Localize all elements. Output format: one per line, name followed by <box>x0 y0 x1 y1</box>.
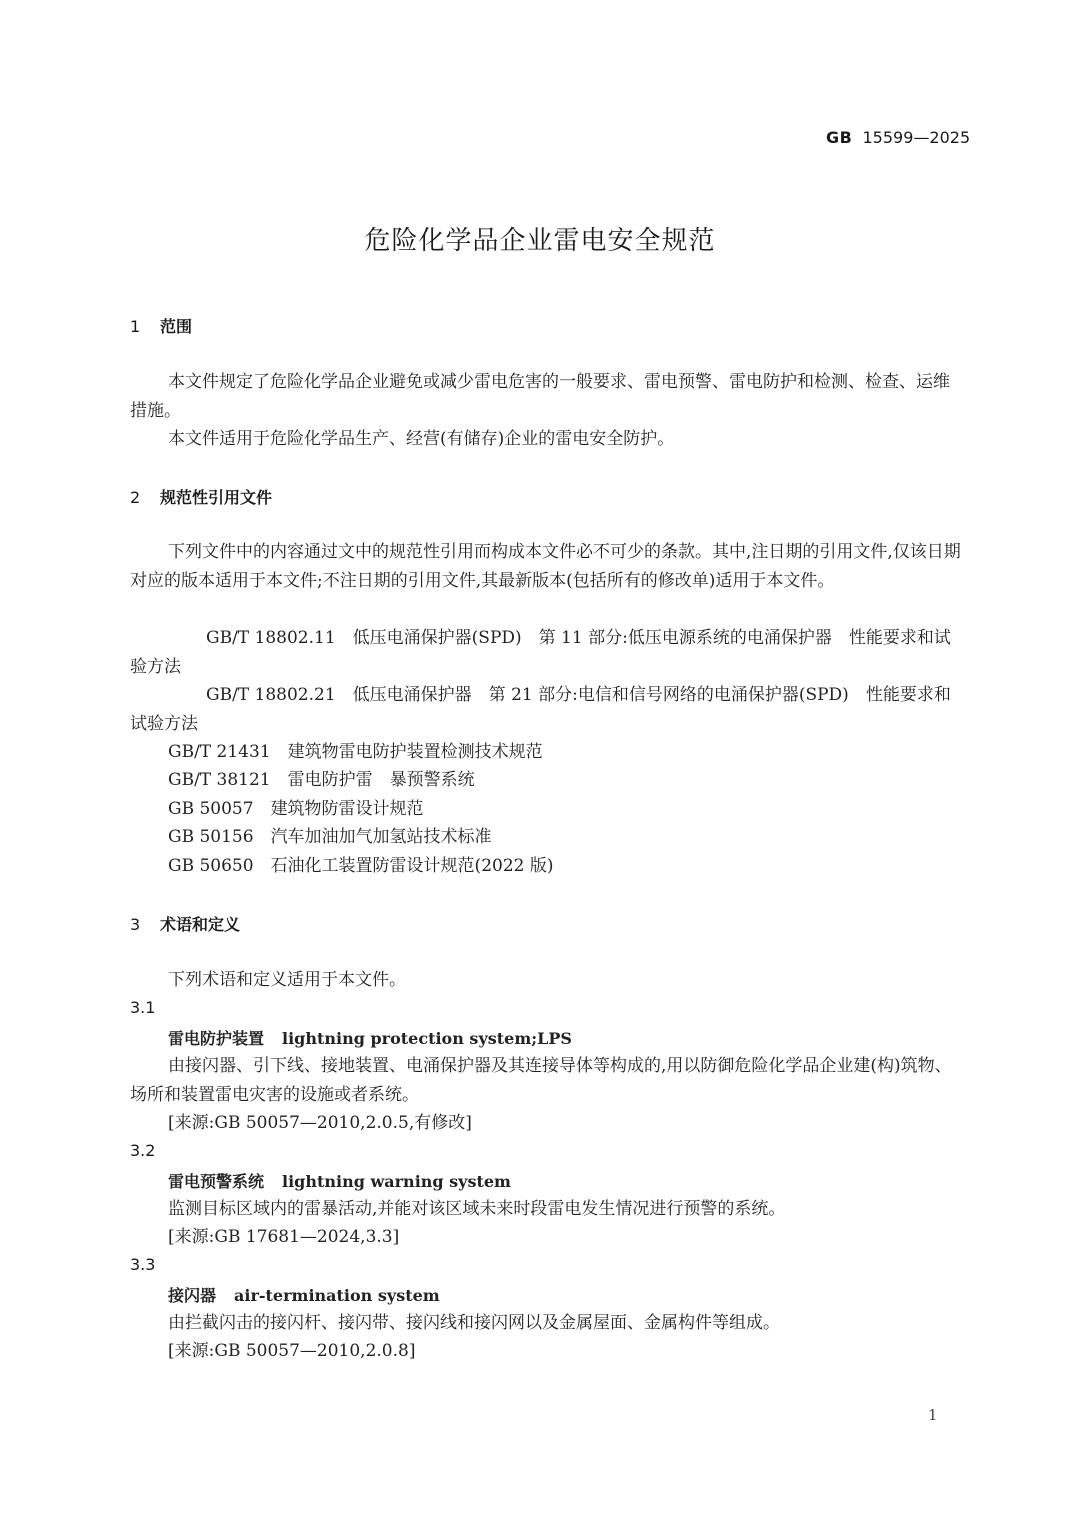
term-heading <box>168 1169 511 1192</box>
document-title: 危险化学品企业雷电安全规范 <box>364 226 716 256</box>
reference-code: GB 50156 <box>168 827 254 847</box>
reference-code: GB/T 21431 <box>168 742 271 762</box>
section-3-intro: 下列术语和定义适用于本文件。 <box>168 970 406 990</box>
term-en: lightning protection system;LPS <box>282 1029 572 1048</box>
reference-item <box>168 738 543 767</box>
term-heading <box>168 1283 440 1306</box>
standard-number: 15599—2025 <box>862 128 971 147</box>
term-source: [来源:GB 17681—2024,3.3] <box>168 1227 400 1247</box>
section-title: 范围 <box>160 317 193 336</box>
section-title: 术语和定义 <box>160 915 241 934</box>
reference-item <box>168 795 424 824</box>
reference-code: GB 50057 <box>168 799 254 819</box>
term-zh: 接闪器 <box>168 1286 217 1305</box>
term-definition: 由接闪器、引下线、接地装置、电涌保护器及其连接导体等构成的,用以防御危险化学品企业建(构)筑物、场所和装置雷电灾害的设施或者系统。 <box>130 1056 952 1105</box>
reference-code: GB 50650 <box>168 856 254 876</box>
page-number: 1 <box>928 1406 938 1424</box>
reference-title: 低压电涌保护器(SPD) 第 11 部分:低压电源系统的电涌保护器 性能要求和试验方法 <box>130 628 951 677</box>
reference-item <box>168 766 475 795</box>
term-source: [来源:GB 50057—2010,2.0.5,有修改] <box>168 1113 472 1133</box>
reference-code: GB/T 18802.11 <box>206 628 336 648</box>
term-source: [来源:GB 50057—2010,2.0.8] <box>168 1341 416 1361</box>
reference-item <box>130 624 966 682</box>
term-number: 3.2 <box>130 1141 156 1160</box>
standard-code <box>826 128 971 147</box>
reference-item <box>130 681 966 739</box>
section-title: 规范性引用文件 <box>160 488 273 507</box>
standard-prefix: GB <box>826 128 853 147</box>
term-definition: 监测目标区域内的雷暴活动,并能对该区域未来时段雷电发生情况进行预警的系统。 <box>168 1199 786 1219</box>
term-heading <box>168 1026 572 1049</box>
term-number: 3.3 <box>130 1255 156 1274</box>
term-en: lightning warning system <box>282 1172 511 1191</box>
section-3-heading <box>130 912 240 935</box>
reference-code: GB/T 18802.21 <box>206 685 336 705</box>
reference-item <box>168 852 554 881</box>
section-number: 3 <box>130 915 141 934</box>
term-en: air-termination system <box>234 1286 440 1305</box>
reference-title: 建筑物防雷设计规范 <box>270 799 424 819</box>
reference-title: 雷电防护雷 暴预警系统 <box>287 770 475 790</box>
term-zh: 雷电预警系统 <box>168 1172 265 1191</box>
section-1-heading <box>130 314 192 337</box>
term-zh: 雷电防护装置 <box>168 1029 265 1048</box>
section-2-heading <box>130 485 272 508</box>
section-1-paragraph-1: 本文件规定了危险化学品企业避免或减少雷电危害的一般要求、雷电预警、雷电防护和检测、检查、运维措施。 <box>130 372 950 421</box>
reference-title: 低压电涌保护器 第 21 部分:电信和信号网络的电涌保护器(SPD) 性能要求和试验方法 <box>130 685 951 734</box>
term-number: 3.1 <box>130 998 156 1017</box>
section-2-intro: 下列文件中的内容通过文中的规范性引用而构成本文件必不可少的条款。其中,注日期的引用文件,仅该日期对应的版本适用于本文件;不注日期的引用文件,其最新版本(包括所有的修改单)适用于本文件。 <box>130 542 961 591</box>
reference-title: 建筑物雷电防护装置检测技术规范 <box>287 742 543 762</box>
reference-title: 石油化工装置防雷设计规范(2022 版) <box>270 856 554 876</box>
section-number: 2 <box>130 488 141 507</box>
term-definition: 由拦截闪击的接闪杆、接闪带、接闪线和接闪网以及金属屋面、金属构件等组成。 <box>168 1313 780 1333</box>
section-number: 1 <box>130 317 141 336</box>
section-1-paragraph-2: 本文件适用于危险化学品生产、经营(有储存)企业的雷电安全防护。 <box>168 429 675 449</box>
reference-title: 汽车加油加气加氢站技术标准 <box>270 827 492 847</box>
reference-code: GB/T 38121 <box>168 770 271 790</box>
reference-item <box>168 823 492 852</box>
